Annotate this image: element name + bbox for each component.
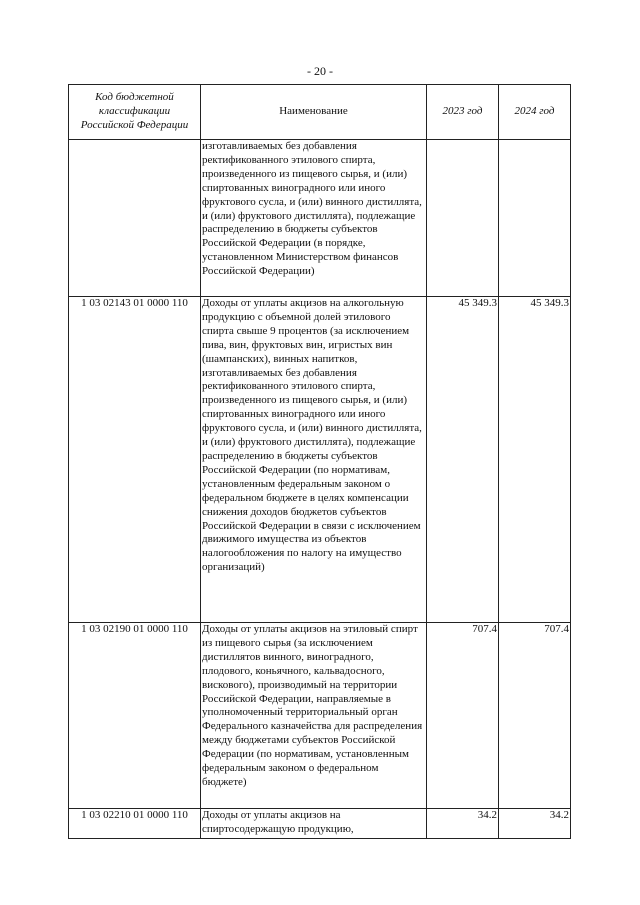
row-value-2024: 707.4 (499, 623, 571, 809)
table-header-row (69, 85, 571, 140)
row-name: Доходы от уплаты акцизов на этиловый спирт из пищевого сырья (за исключением дистиллятов винного, виноградного, плодового, коньячного, кальвадосного, вискового), производимый на территории Российской Федерации, направляемые в уполномоченный территориальный орган Федерального казначейства для распределения между бюджетами субъектов Российской Федерации (по нормативам, установленным федеральным законом о федеральном бюджете) (201, 623, 427, 809)
row-code: 1 03 02143 01 0000 110 (69, 297, 201, 623)
row-code: 1 03 02190 01 0000 110 (69, 623, 201, 809)
row-code: 1 03 02210 01 0000 110 (69, 809, 201, 839)
row-value-2023: 34.2 (427, 809, 499, 839)
table-row (69, 809, 571, 839)
header-2023: 2023 год (427, 85, 499, 140)
budget-table (68, 84, 571, 839)
row-name: Доходы от уплаты акцизов на алкогольную продукцию с объемной долей этилового спирта свыше 9 процентов (за исключением пива, вин, фруктовых вин, игристых вин (шампанских), винных напитков, изготавливаемых без добавления ректификованного этилового спирта, произведенного из пищевого сырья, и (или) спиртованных виноградного или иного фруктового сусла, и (или) винного дистиллята, и (или) фруктового дистиллята), подлежащие распределению в бюджеты субъектов Российской Федерации (по нормативам, установленным федеральным законом о федеральном бюджете в целях компенсации снижения доходов бюджетов субъектов Российской Федерации в связи с исключением движимого имущества из объектов налогообложения по налогу на имущество организаций) (201, 297, 427, 623)
table-row (69, 140, 571, 297)
header-code: Код бюджетной классификации Российской Федерации (69, 85, 201, 140)
row-value-2023 (427, 140, 499, 297)
row-code (69, 140, 201, 297)
header-name: Наименование (201, 85, 427, 140)
row-name: изготавливаемых без добавления ректификованного этилового спирта, произведенного из пищевого сырья, и (или) спиртованных виноградного или иного фруктового сусла, и (или) винного дистиллята, и (или) фруктового дистиллята), подлежащие распределению в бюджеты субъектов Российской Федерации (в порядке, установленном Министерством финансов Российской Федерации) (201, 140, 427, 297)
row-value-2024: 34.2 (499, 809, 571, 839)
row-value-2023: 45 349.3 (427, 297, 499, 623)
row-value-2024 (499, 140, 571, 297)
table-row (69, 623, 571, 809)
row-name: Доходы от уплаты акцизов на спиртосодержащую продукцию, (201, 809, 427, 839)
table-row (69, 297, 571, 623)
row-value-2023: 707.4 (427, 623, 499, 809)
header-2024: 2024 год (499, 85, 571, 140)
page-number: - 20 - (307, 64, 333, 78)
row-value-2024: 45 349.3 (499, 297, 571, 623)
